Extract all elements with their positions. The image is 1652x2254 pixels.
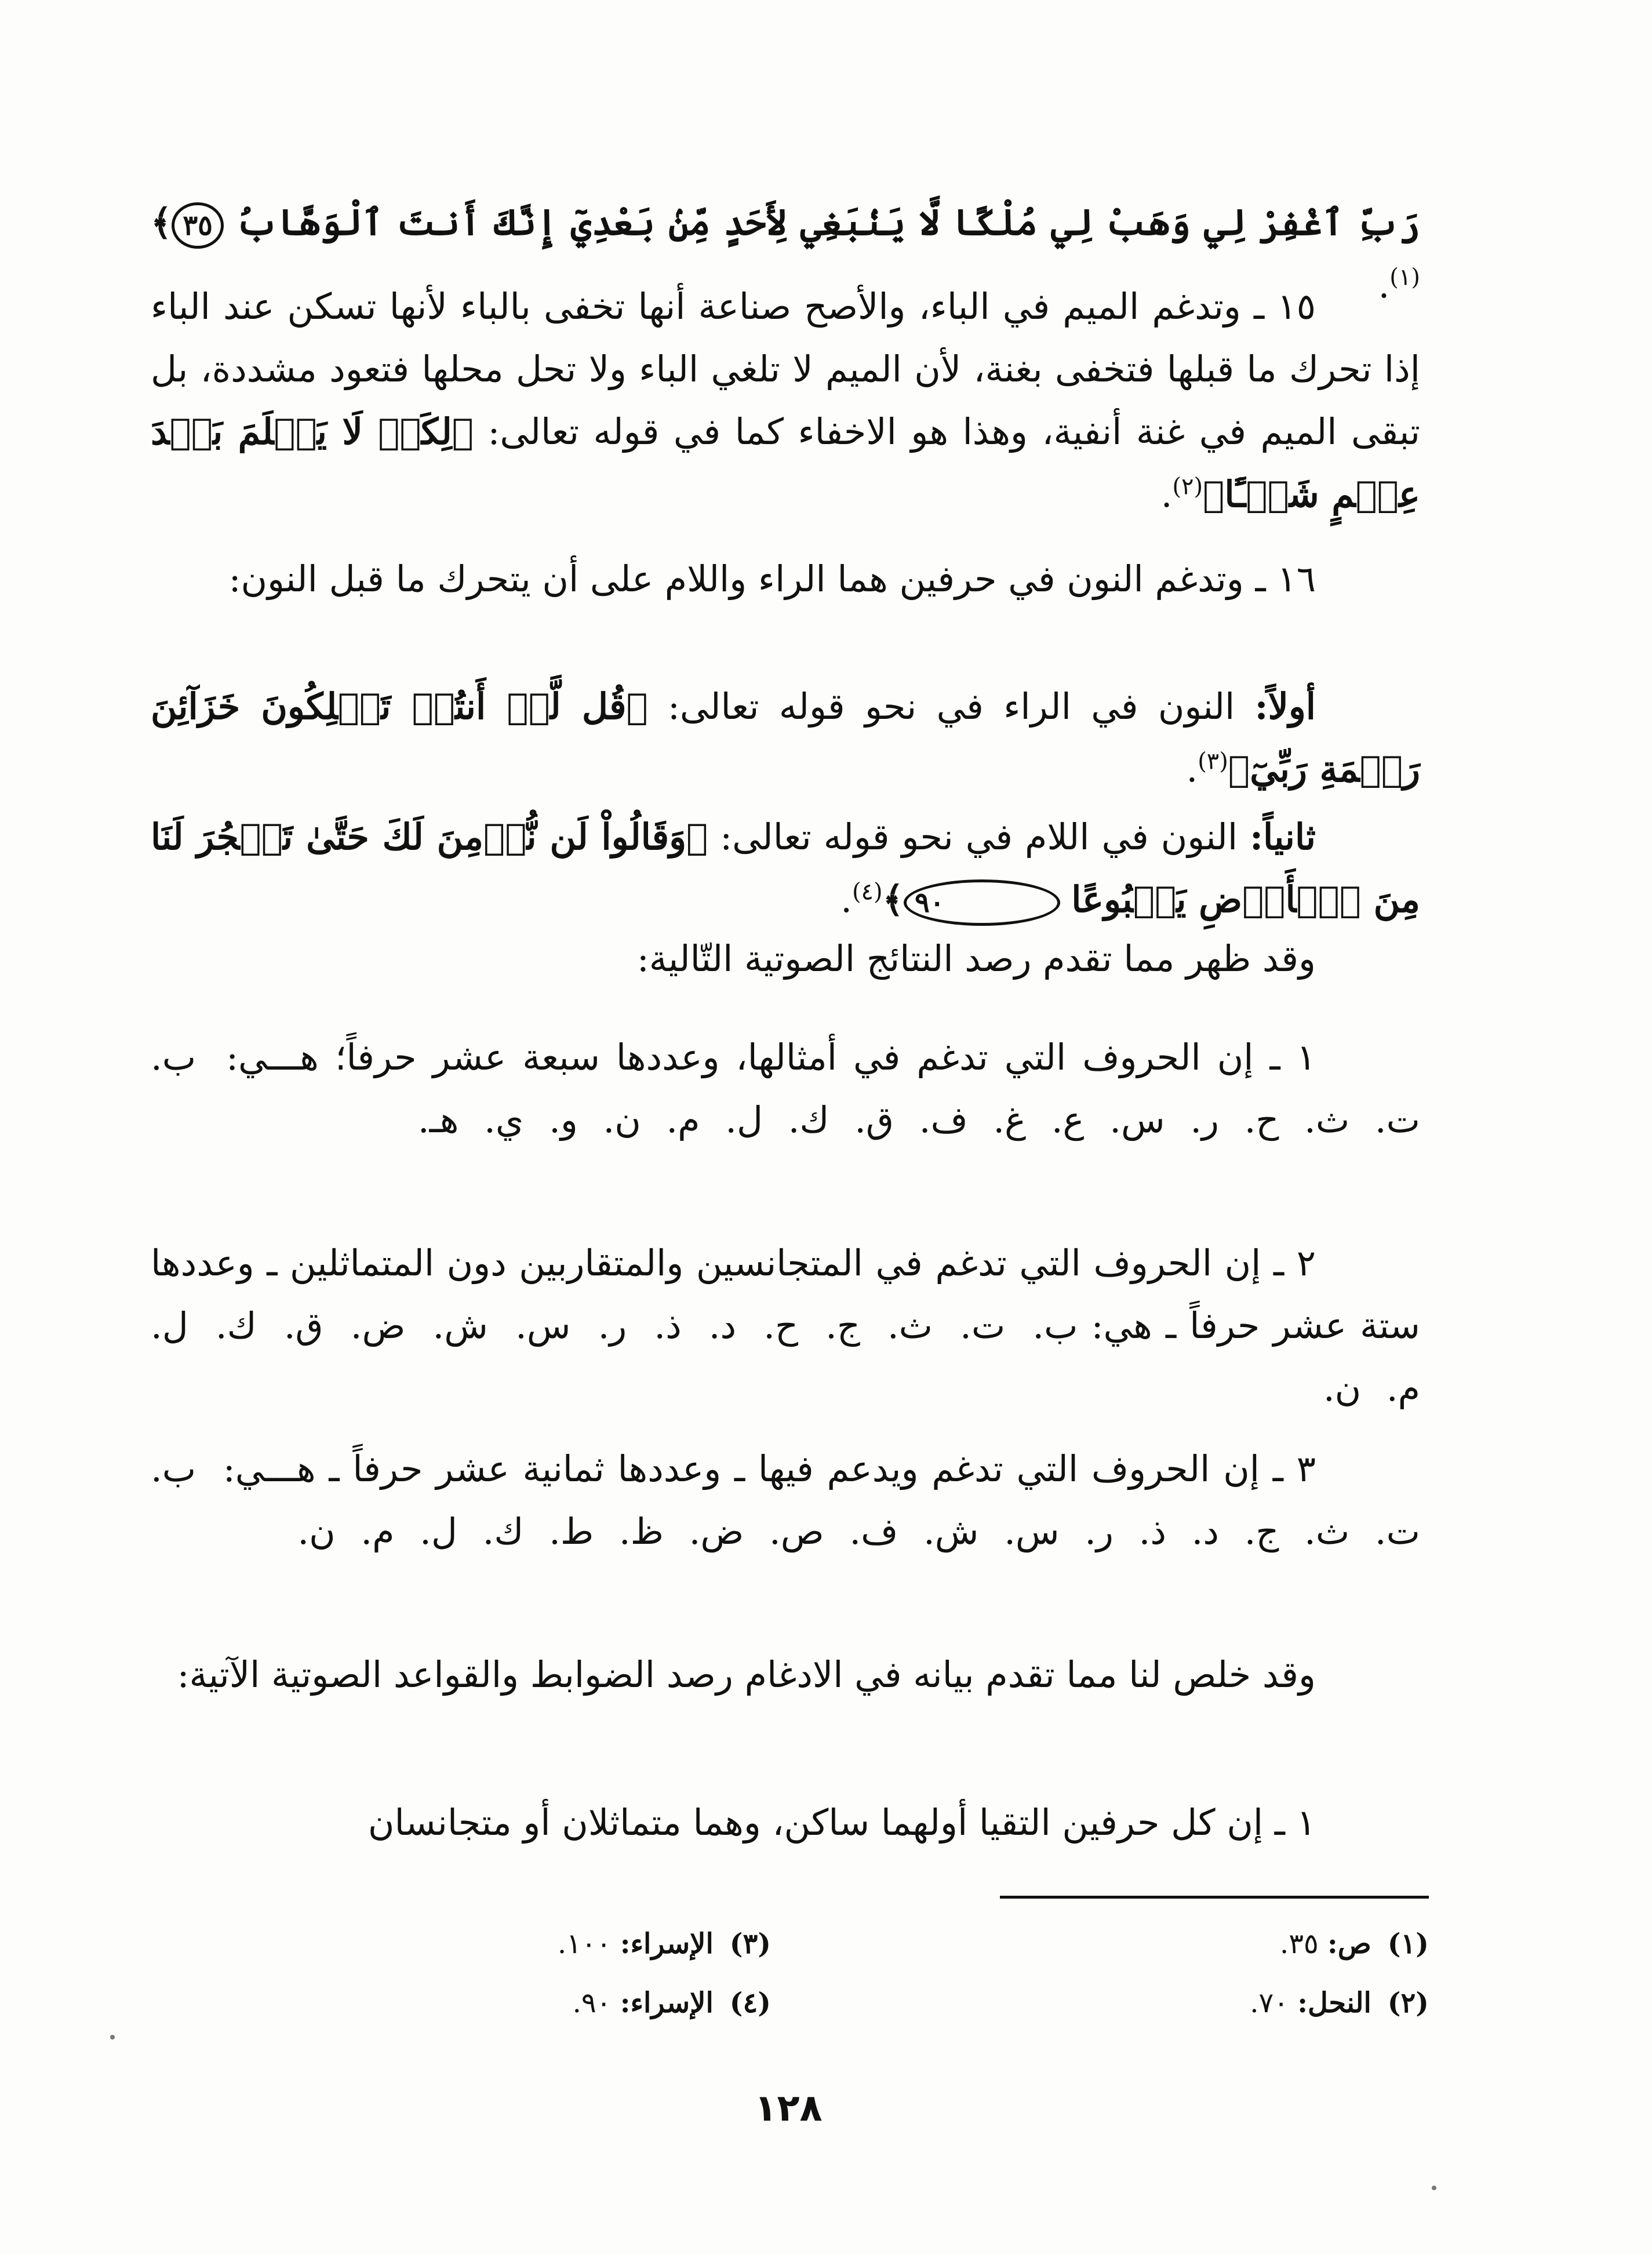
quran-verse: رَبِّ ٱغْفِرْ لِي وَهَبْ لِي مُلْكًا لَّا يَنۢبَغِي لِأَحَدٍ مِّنۢ بَعْدِيٓ إِنَّكَ أَنتَ ٱلْوَهَّابُ — [236, 201, 1420, 243]
scan-speck — [1432, 2186, 1436, 2190]
footnote-ref: (٤) — [852, 878, 883, 906]
paragraph-15: ١٥ ـ وتدغم الميم في الباء، والأصح صناعة أنها تخفى بالباء لأنها تسكن عند الباء إذا تحرك ما قبلها فتخفى بغنة، لأن الميم لا تلغي الباء ولا تحل محلها فتعود مشددة، بل تبقى الميم في غنة أنفية، وهذا هو الاخفاء كما في قوله تعالى: ﴿لِكَىۡ لَا يَعۡلَمَ بَعۡدَ عِلۡمٍ شَيۡـًٔا﴾$^{(٢)}$. — [151, 285, 1421, 515]
scan-speck — [110, 2035, 115, 2039]
footnote-ref: (١) — [1389, 264, 1420, 291]
verse-number-icon: ٣٥ — [172, 202, 224, 249]
results-intro — [151, 928, 1420, 990]
subparagraph-second: ثانياً: النون في اللام في نحو قوله تعالى: ﴿وَقَالُواْ لَن نُّؤۡمِنَ لَكَ حَتَّىٰ تَفۡجُرَ لَنَا مِنَ ٱلۡأَرۡضِ يَنۢبُوعًا ٩٠﴾$^{(٤)}$. — [151, 806, 1420, 931]
letter-list: هـــي: ب. ت. ث. ج. د. ذ. ر. س. ش. ف. ص. ض. ظ. ط. ك. ل. م. ن. — [151, 1448, 1420, 1553]
quran-verse: ﴿لِكَىۡ لَا يَعۡلَمَ بَعۡدَ عِلۡمٍ شَيۡـًٔا﴾ — [151, 410, 1420, 515]
footnote-4: (٤)الإسراء: ٩٠. — [572, 1987, 771, 2019]
page-number: ١٢٨ — [754, 2087, 823, 2130]
footnote-1: (١)ص: ٣٥. — [1279, 1928, 1429, 1960]
subparagraph-first: أولاً: النون في الراء في نحو قوله تعالى: ﴿قُل لَّوۡ أَنتُمۡ تَمۡلِكُونَ خَزَآئِنَ رَحۡمَةِ رَبِّيٓ﴾$^{(٣)}$. — [151, 685, 1420, 790]
verse-number-icon: ٩٠ — [904, 879, 1060, 926]
footnote-ref: (٢) — [1172, 473, 1203, 500]
rules-intro — [151, 1644, 1420, 1706]
rule-1 — [151, 1791, 1420, 1854]
quran-verse: ﴿قُل لَّوۡ أَنتُمۡ تَمۡلِكُونَ خَزَآئِنَ رَحۡمَةِ رَبِّيٓ﴾ — [151, 685, 1420, 790]
result-3 — [151, 1438, 1420, 1563]
paragraph-text: ١٦ ـ وتدغم النون في حرفين هما الراء واللام على أن يتحرك ما قبل النون: — [228, 558, 1316, 600]
letter-list: هـــي: ب. ت. ث. ح. ر. س. ع. غ. ف. ق. ك. ل. م. ن. و. ي. هـ. — [151, 1036, 1420, 1141]
paragraph-text: ٣ ـ إن الحروف التي تدغم ويدعم فيها ـ وعددها ثمانية عشر حرفاً ـ — [329, 1448, 1316, 1490]
result-1 — [151, 1026, 1420, 1151]
paragraph-text: ١ ـ إن كل حرفين التقيا أولهما ساكن، وهما متماثلان أو متجانسان — [367, 1801, 1316, 1844]
footnote-ref: (٣) — [1198, 748, 1228, 775]
result-2 — [151, 1232, 1420, 1420]
paragraph-text: ١٥ ـ وتدغم الميم في الباء، والأصح صناعة أنها تخفى بالباء لأنها تسكن عند الباء إذا تحرك ما قبلها فتخفى بغنة، لأن الميم لا تلغي الباء ولا تحل محلها فتعود مشددة، بل تبقى الميم في غنة أنفية، وهذا هو الاخفاء كما في قوله تعالى: — [151, 285, 1421, 453]
paragraph-text: النون في الراء في نحو قوله تعالى: — [668, 685, 1235, 728]
verse-line-top: رَبِّ ٱغْفِرْ لِي وَهَبْ لِي مُلْكًا لَّا يَنۢبَغِي لِأَحَدٍ مِّنۢ بَعْدِيٓ إِنَّكَ أَنتَ ٱلْوَهَّابُ ٣٥﴾$^{(١)}$. — [151, 201, 1420, 306]
footnote-divider — [1000, 1896, 1429, 1899]
footnote-2: (٢)النحل: ٧٠. — [1250, 1987, 1429, 2019]
letter-list: ب. ت. ث. ج. ح. د. ذ. ر. س. ش. ض. ق. ك. ل. م. ن. — [151, 1304, 1420, 1409]
item-label: ثانياً: — [1250, 816, 1316, 858]
footnote-3: (٣)الإسراء: ١٠٠. — [557, 1928, 771, 1960]
paragraph-text: وقد ظهر مما تقدم رصد النتائج الصوتية التّالية: — [636, 937, 1316, 980]
paragraph-16 — [151, 548, 1420, 610]
paragraph-text: ٢ ـ إن الحروف التي تدغم في المتجانسين والمتقاربين دون المتماثلين ـ وعددها ستة عشر حرفاً ـ هي: — [151, 1242, 1421, 1347]
paragraph-text: ١ ـ إن الحروف التي تدغم في أمثالها، وعددها سبعة عشر حرفاً؛ — [334, 1036, 1316, 1078]
item-label: أولاً: — [1254, 685, 1316, 728]
paragraph-text: النون في اللام في نحو قوله تعالى: — [720, 816, 1238, 858]
quran-verse: ﴿وَقَالُواْ لَن نُّؤۡمِنَ لَكَ حَتَّىٰ تَفۡجُرَ لَنَا مِنَ ٱلۡأَرۡضِ يَنۢبُوعًا — [151, 816, 1420, 921]
paragraph-text: وقد خلص لنا مما تقدم بيانه في الادغام رصد الضوابط والقواعد الصوتية الآتية: — [177, 1653, 1316, 1696]
